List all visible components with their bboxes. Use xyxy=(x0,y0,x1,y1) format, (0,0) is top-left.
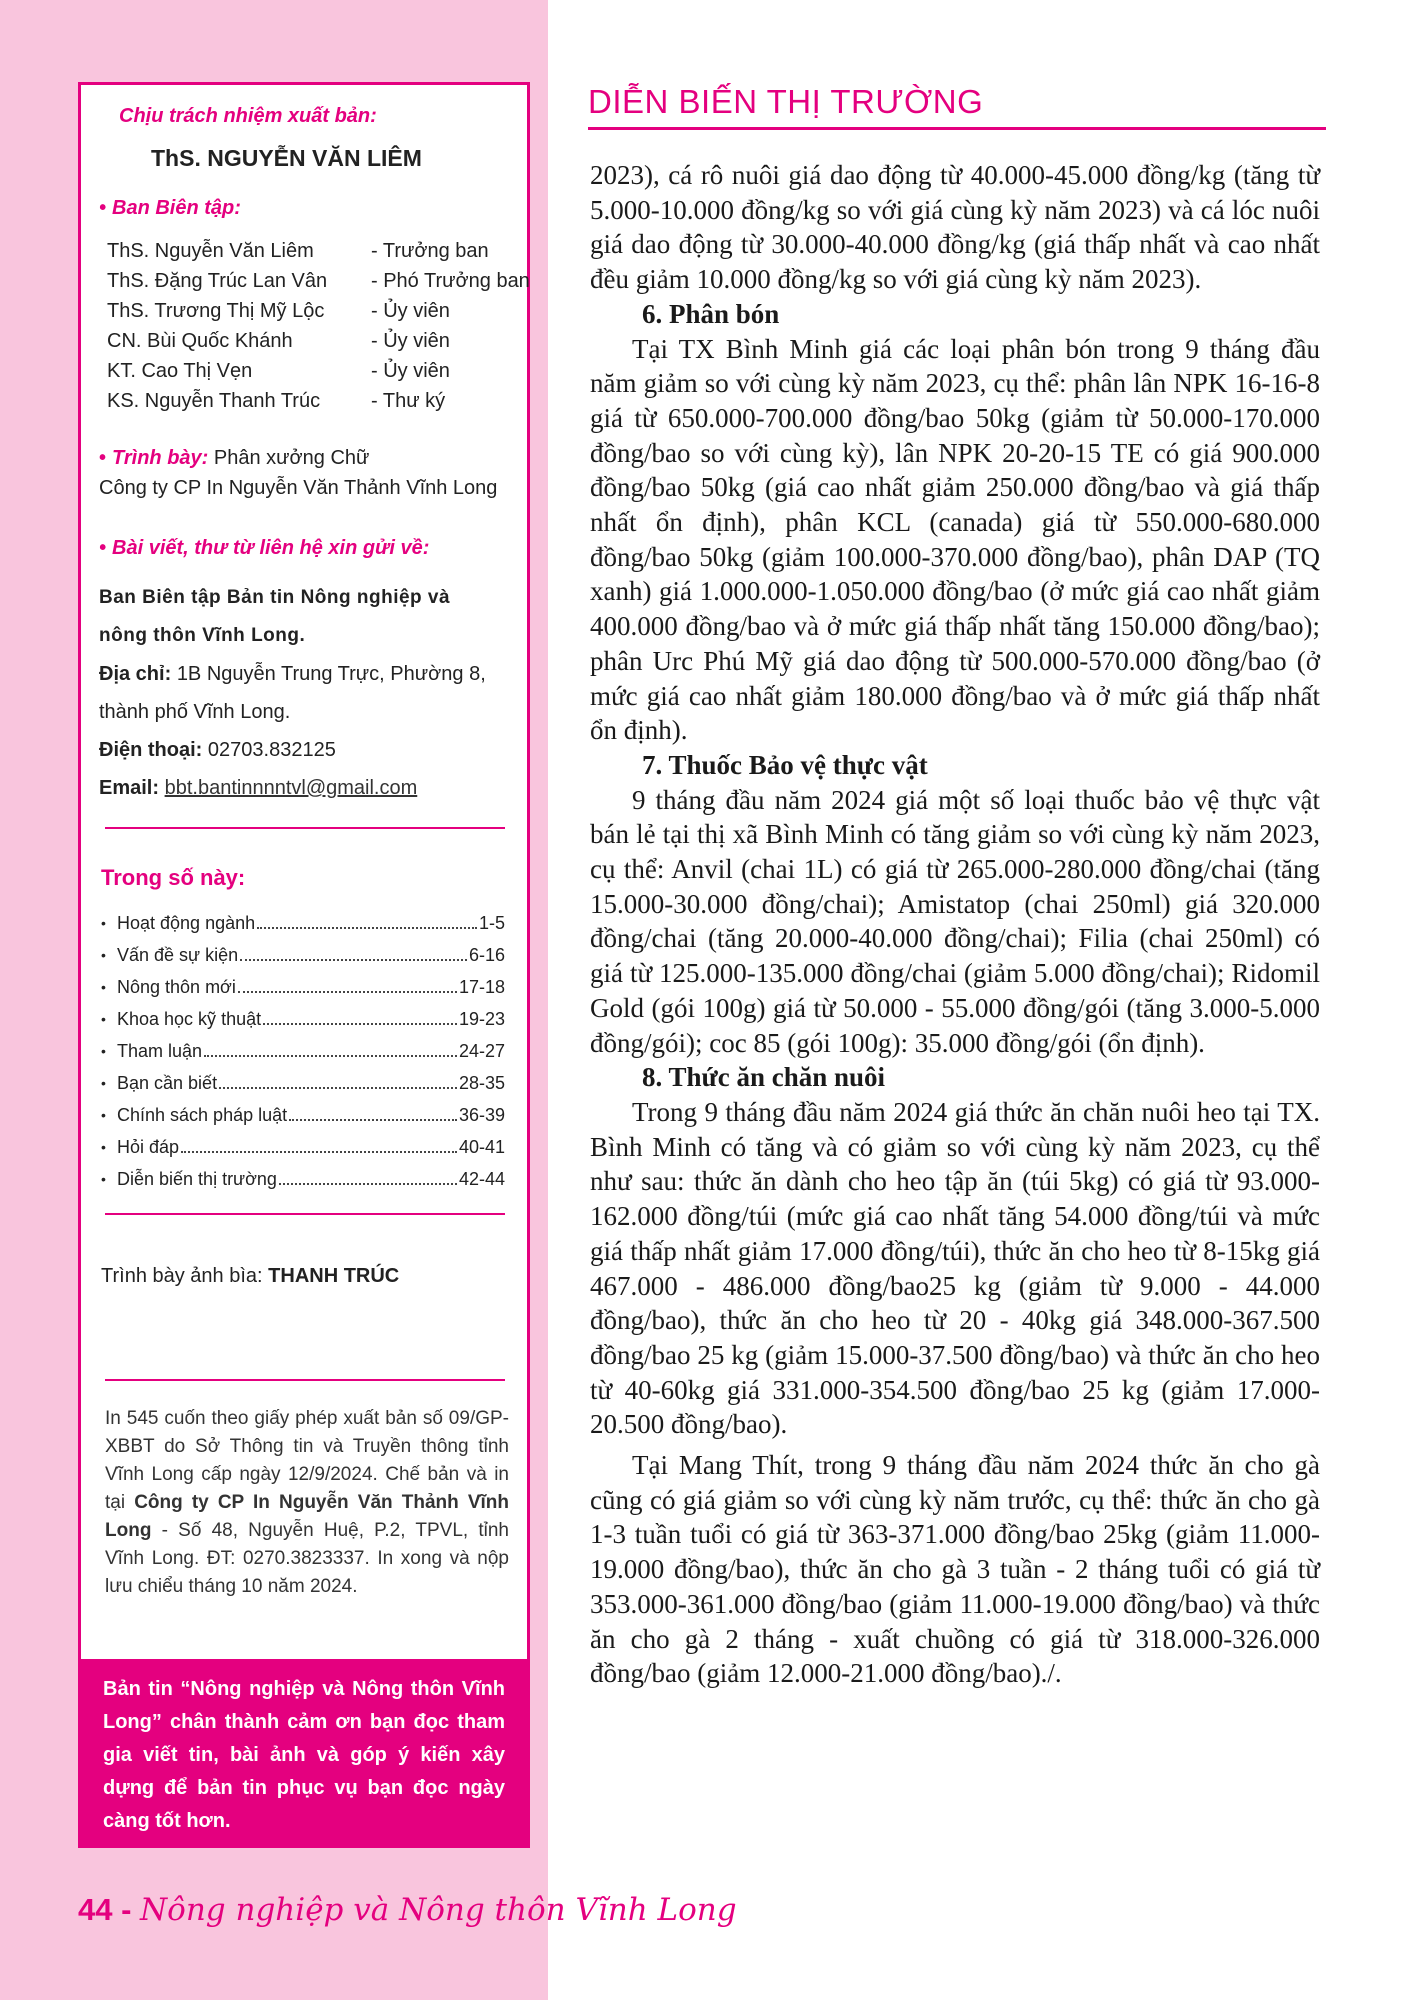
address-line-1 xyxy=(99,663,527,686)
cover-credit xyxy=(101,1265,527,1288)
toc-leader xyxy=(257,927,477,929)
page-footer xyxy=(78,1892,737,1928)
toc-item xyxy=(101,1105,505,1126)
page-number: 44 - xyxy=(78,1892,132,1927)
board-member-name: ThS. Đặng Trúc Lan Vân xyxy=(107,270,328,292)
layout-company: Công ty CP In Nguyễn Văn Thảnh Vĩnh Long xyxy=(99,477,498,499)
layout-credit xyxy=(99,447,527,470)
board-member-role: - Thư ký xyxy=(371,390,446,412)
toc-item-pages: 42-44 xyxy=(458,1169,505,1189)
board-member-role: - Ủy viên xyxy=(371,360,450,382)
phone-line xyxy=(99,739,527,762)
toc-item xyxy=(101,1009,505,1030)
toc-leader xyxy=(181,1151,457,1153)
contact-label-text: Bài viết, thư từ liên hệ xin gửi về: xyxy=(112,537,430,559)
toc-item-pages: 40-41 xyxy=(458,1137,505,1157)
bullet-icon: • xyxy=(99,447,107,469)
imprint-text-2: - Số 48, Nguyễn Huệ, P.2, TPVL, tỉnh Vĩnh Long. ĐT: 0270.3823337. In xong và nộp lưu chiểu tháng 10 năm 2024. xyxy=(105,1520,509,1597)
toc-item-label: • Vấn đề sự kiện xyxy=(101,945,238,966)
address-value: 1B Nguyễn Trung Trực, Phường 8, xyxy=(176,663,486,685)
imprint-text xyxy=(105,1405,509,1601)
bullet-icon: • xyxy=(99,197,107,219)
toc-item xyxy=(101,1041,505,1062)
toc-item-pages: 1-5 xyxy=(478,913,505,933)
contact-label xyxy=(99,537,527,560)
toc-title: Trong số này: xyxy=(101,865,246,890)
toc-item-label: • Tham luận xyxy=(101,1041,202,1062)
layout-value: Phân xưởng Chữ xyxy=(213,447,370,469)
toc-item-label: • Hoạt động ngành xyxy=(101,913,255,934)
toc-leader xyxy=(240,959,467,961)
board-member-name: ThS. Trương Thị Mỹ Lộc xyxy=(107,300,325,322)
toc-item-pages: 24-27 xyxy=(458,1041,505,1061)
toc-item-label: • Khoa học kỹ thuật xyxy=(101,1009,261,1030)
toc-item xyxy=(101,945,505,966)
thanks-box: Bản tin “Nông nghiệp và Nông thôn Vĩnh Long” chân thành cảm ơn bạn đọc tham gia viết tin, bài ảnh và góp ý kiến xây dựng để bản tin phục vụ bạn đọc ngày càng tốt hơn. xyxy=(81,1659,527,1845)
address-label: Địa chỉ: xyxy=(99,663,172,685)
article-paragraph: Tại TX Bình Minh giá các loại phân bón trong 9 tháng đầu năm giảm so với cùng kỳ năm 2023, cụ thể: phân lân NPK 16-16-8 giá từ 650.000-700.000 đồng/bao 50kg (giảm từ 50.000-170.000 đồng/bao so với cùng kỳ), lân NPK 20-20-15 TE có giá 900.000 đồng/bao 50kg (giá cao nhất giảm 250.000 đồng/bao và giá thấp nhất ổn định), phân KCL (canada) giá từ 550.000-680.000 đồng/bao 50kg (giảm 100.000-370.000 đồng/bao), phân DAP (TQ xanh) giá 1.000.000-1.050.000 đồng/bao (ở mức giá cao nhất giảm 400.000 đồng/bao và ở mức giá thấp nhất tăng 150.000 đồng/bao); phân Urc Phú Mỹ giá dao động từ 500.000-570.000 đồng/bao (ở mức giá cao nhất giảm 180.000 đồng/bao và ở mức giá thấp nhất ổn định). xyxy=(590,333,1320,746)
article-heading: 7. Thuốc Bảo vệ thực vật xyxy=(642,749,928,780)
section-title: DIỄN BIẾN THỊ TRƯỜNG xyxy=(588,83,984,120)
board-label-text: Ban Biên tập: xyxy=(112,197,241,219)
email-line xyxy=(99,777,527,800)
board-member-role: - Phó Trưởng ban xyxy=(371,270,530,292)
contact-org-line-2: nông thôn Vĩnh Long. xyxy=(99,625,306,646)
toc-item xyxy=(101,1169,505,1190)
board-member-name: CN. Bùi Quốc Khánh xyxy=(107,330,293,352)
board-member-name: ThS. Nguyễn Văn Liêm xyxy=(107,240,314,262)
toc-leader xyxy=(219,1087,457,1089)
article-paragraph: Tại Mang Thít, trong 9 tháng đầu năm 2024 thức ăn cho gà cũng có giá giảm so với cùng kỳ năm trước, cụ thể: thức ăn cho gà 1-3 tuần tuổi có giá từ 363-371.000 đồng/bao 25kg (giảm 11.000-19.000 đồng/bao), thức ăn cho gà 3 tuần - 2 tháng tuổi có giá từ 353.000-361.000 đồng/bao (giảm 11.000-19.000 đồng/bao) và thức ăn cho gà 2 tháng - xuất chuồng có giá từ 318.000-326.000 đồng/bao (giảm 12.000-21.000 đồng/bao)./. xyxy=(590,1450,1320,1689)
cover-credit-label: Trình bày ảnh bìa: xyxy=(101,1265,263,1287)
imprint-company: Công ty CP In Nguyễn Văn Thảnh Vĩnh Long xyxy=(105,1492,509,1541)
bullet-icon: • xyxy=(99,537,107,559)
toc-item-label: • Bạn cần biết xyxy=(101,1073,217,1094)
toc-item xyxy=(101,977,505,998)
toc-item-pages: 17-18 xyxy=(458,977,505,997)
toc-item xyxy=(101,913,505,934)
email-label: Email: xyxy=(99,777,160,799)
toc-item xyxy=(101,1137,505,1158)
imprint-text-1: In 545 cuốn theo giấy phép xuất bản số 09/GP-XBBT do Sở Thông tin và Truyền thông tỉnh Vĩnh Long cấp ngày 12/9/2024. Chế bản và in tại xyxy=(105,1408,509,1513)
toc-item-label: • Hỏi đáp xyxy=(101,1137,179,1158)
toc-leader xyxy=(279,1183,457,1185)
toc-leader xyxy=(289,1119,457,1121)
toc-item-label: • Chính sách pháp luật xyxy=(101,1105,287,1126)
toc-item-pages: 6-16 xyxy=(468,945,505,965)
toc-leader xyxy=(238,991,457,993)
phone-label: Điện thoại: xyxy=(99,739,203,761)
article-paragraph: Trong 9 tháng đầu năm 2024 giá thức ăn chăn nuôi heo tại TX. Bình Minh có tăng và có giảm so với cùng kỳ năm 2023, cụ thể như sau: thức ăn dành cho heo tập ăn (túi 5kg) có giá từ 93.000-162.000 đồng/túi (mức giá cao nhất tăng 54.000 đồng/túi và mức giá thấp nhất giảm 17.000 đồng/túi), thức ăn cho heo từ 8-15kg giá 467.000 - 486.000 đồng/bao25 kg (giảm từ 9.000 - 44.000 đồng/bao), thức ăn cho heo từ 20 - 40kg giá 348.000-367.500 đồng/bao 25 kg (giảm 15.000-37.500 đồng/bao) và thức ăn cho heo từ 40-60kg giá 331.000-354.500 đồng/bao 25 kg (giảm 17.000-20.500 đồng/bao). xyxy=(590,1096,1320,1440)
article-paragraph: 9 tháng đầu năm 2024 giá một số loại thuốc bảo vệ thực vật bán lẻ tại thị xã Bình Minh có tăng giảm so với cùng kỳ năm 2023, cụ thể: Anvil (chai 1L) có giá từ 265.000-280.000 đồng/chai (tăng 15.000-30.000 đồng/chai); Amistatop (chai 250ml) giá 320.000 đồng/chai (tăng 20.000-40.000 đồng/chai); Filia (chai 250ml) có giá từ 125.000-135.000 đồng/chai (giảm 5.000 đồng/chai); Ridomil Gold (gói 100g) giá từ 50.000 - 55.000 đồng/gói (tăng 3.000-5.000 đồng/gói); coc 85 (gói 100g): 35.000 đồng/gói (ổn định). xyxy=(590,784,1320,1058)
responsible-name: ThS. NGUYỄN VĂN LIÊM xyxy=(151,145,422,171)
board-member-name: KS. Nguyễn Thanh Trúc xyxy=(107,390,321,412)
article-paragraph: 2023), cá rô nuôi giá dao động từ 40.000-45.000 đồng/kg (tăng từ 5.000-10.000 đồng/kg so với giá cùng kỳ năm 2023) và cá lóc nuôi giá dao động từ 30.000-40.000 đồng/kg (giá thấp nhất và cao nhất đều giảm 10.000 đồng/kg so với giá cùng kỳ năm 2023). xyxy=(590,160,1320,295)
publication-name: Nông nghiệp và Nông thôn Vĩnh Long xyxy=(140,1892,737,1928)
article-body xyxy=(590,158,1320,1691)
article-heading: 6. Phân bón xyxy=(642,298,780,329)
contact-org-line-1: Ban Biên tập Bản tin Nông nghiệp và xyxy=(99,587,451,608)
masthead-panel xyxy=(78,82,530,1848)
toc-item-label: • Nông thôn mới xyxy=(101,977,236,998)
title-rule xyxy=(588,127,1326,130)
toc-leader xyxy=(204,1055,457,1057)
toc-item-pages: 28-35 xyxy=(458,1073,505,1093)
toc-item xyxy=(101,1073,505,1094)
board-member-role: - Ủy viên xyxy=(371,330,450,352)
toc-leader xyxy=(263,1023,457,1025)
board-label xyxy=(99,197,527,220)
divider xyxy=(105,1213,505,1215)
toc-item-pages: 19-23 xyxy=(458,1009,505,1029)
toc-item-pages: 36-39 xyxy=(458,1105,505,1125)
email-link[interactable]: bbt.bantinnnntvl@gmail.com xyxy=(164,777,418,799)
divider xyxy=(105,1379,505,1381)
board-member-role: - Ủy viên xyxy=(371,300,450,322)
toc-item-label: • Diễn biến thị trường xyxy=(101,1169,277,1190)
board-member-name: KT. Cao Thị Vẹn xyxy=(107,360,253,382)
article-heading: 8. Thức ăn chăn nuôi xyxy=(642,1062,886,1093)
board-member-role: - Trưởng ban xyxy=(371,240,489,262)
divider xyxy=(105,827,505,829)
address-line-2: thành phố Vĩnh Long. xyxy=(99,701,291,723)
phone-value: 02703.832125 xyxy=(207,739,336,761)
layout-label: Trình bày: xyxy=(112,447,209,469)
responsible-label: Chịu trách nhiệm xuất bản: xyxy=(119,105,377,127)
cover-credit-name: THANH TRÚC xyxy=(268,1265,400,1287)
